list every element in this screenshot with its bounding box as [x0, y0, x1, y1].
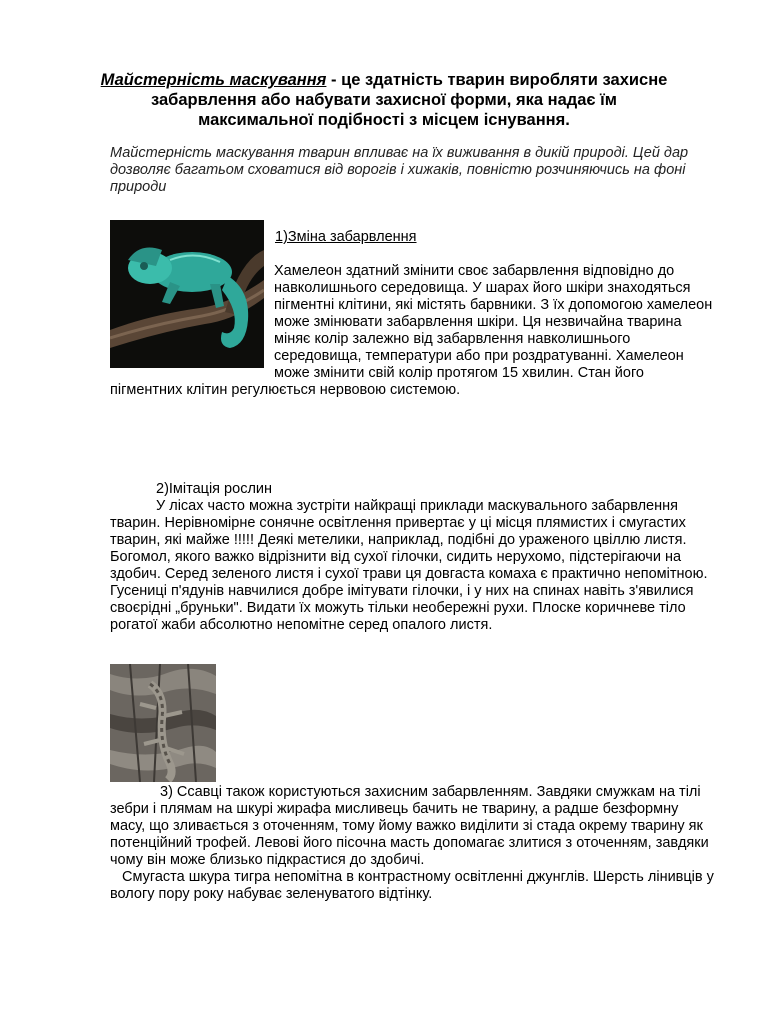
- lizard-on-bark-photo: [110, 664, 216, 782]
- title-definition: - це здатність тварин виробляти захисне забарвлення або набувати захисної форми, яка надає їм максимальної подібності з місцем існування.: [151, 71, 668, 129]
- intro-paragraph: Майстерність маскування тварин впливає на їх виживання в дикій природі. Цей дар дозволяє багатьом сховатися від ворогів і хижаків, повністю розчиняючись на фоні природи: [110, 145, 689, 195]
- section-text-color-change: Хамелеон здатний змінити своє забарвлення відповідно до навколишнього середовища. У шарах його шкіри знаходяться пігментні клітини, які містять барвники. З їх допомогою хамелеон може змінювати забарвлення шкіри. Ця незвичайна тварина міняє колір залежно від забарвлення навколишнього середовища, температури або при роздратуванні. Хамелеон може змінити свій колір протягом 15 хвилин. Стан його пігментних клітин регулюється нервовою системою.: [110, 263, 713, 398]
- section-body-mammals: 3) Ссавці також користуються захисним забарвленням. Завдяки смужкам на тілі зебри і плямам на шкурі жирафа мисливець бачить не тварину, а радше безформну масу, що зливається з оточенням, тому йому важко виділити зі стада окрему тварину як потенційний трофей. Левові його пісочна масть допомагає злитися з оточенням, завдяки чому він може близько підкрастися до здобичі.: [110, 784, 709, 868]
- section-body-color-change: [110, 263, 715, 399]
- page-title: [100, 70, 668, 130]
- section-body-plant-imitation: У лісах часто можна зустріти найкращі приклади маскувального забарвлення тварин. Нерівномірне сонячне освітлення привертає у ці місця плямистих і смугастих тварин, які майже !!!!! Деякі метелики, наприклад, подібні до ураженого цвіллю листя. Богомол, якого важко відрізнити від сухої гілочки, сидить нерухомо, підстерігаючи на здобич. Серед зеленого листя і сухої трави ця довгаста комаха є практично непомітною. Гусениці п'ядунів навчилися добре імітувати гілочки, і у них на спинах навіть з'явилися своєрідні „бруньки". Видати їх можуть тільки необережні рухи. Плоске коричневе тіло рогатої жаби абсолютно непомітне серед опалого листя.: [110, 498, 708, 633]
- section-plant-imitation: [110, 481, 715, 634]
- section-body-mammals-2: Смугаста шкура тигра непомітна в контрастному освітленні джунглів. Шерсть лінивців у вологу пору року набуває зеленуватого відтінку.: [110, 869, 714, 902]
- title-term: Майстерність маскування: [100, 71, 327, 89]
- section-heading-color-change: 1)Зміна забарвлення: [275, 229, 417, 245]
- section-mammals: [110, 784, 715, 903]
- image-wrap-spacer: [110, 263, 274, 381]
- section-heading-plant-imitation: 2)Імітація рослин: [156, 481, 273, 497]
